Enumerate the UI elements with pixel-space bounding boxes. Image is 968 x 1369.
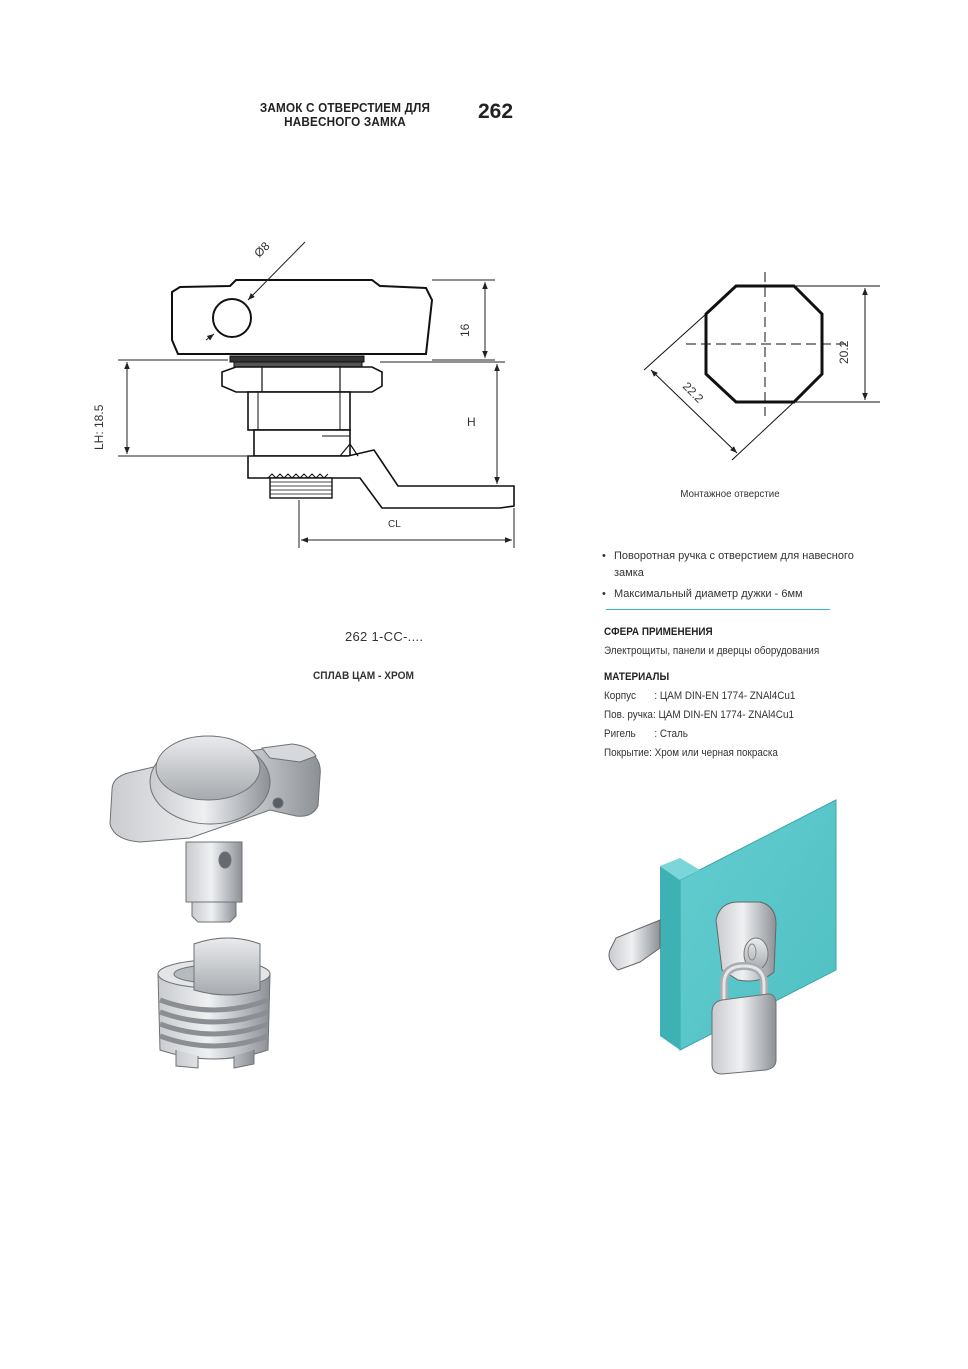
product-number: 262 bbox=[478, 100, 514, 123]
dim-diag-label: 22.2 bbox=[679, 379, 707, 406]
material-row bbox=[604, 690, 795, 702]
application-text: Электрощиты, панели и дверцы оборудования bbox=[604, 645, 820, 657]
dim-hole-label: Ø8 bbox=[251, 239, 273, 261]
dim-16-label: 16 bbox=[458, 323, 472, 337]
mounting-hole-caption: Монтажное отверстие bbox=[680, 488, 780, 500]
lock-exploded-illustration bbox=[110, 736, 320, 1068]
material-value: : Сталь bbox=[654, 728, 688, 740]
material-row bbox=[604, 728, 688, 740]
dim-h-label: H bbox=[467, 415, 476, 429]
title-line-2: НАВЕСНОГО ЗАМКА bbox=[284, 114, 406, 129]
features-list bbox=[602, 548, 862, 607]
mounting-hole-drawing bbox=[644, 272, 880, 460]
title-line-1: ЗАМОК С ОТВЕРСТИЕМ ДЛЯ bbox=[259, 100, 431, 115]
material-key: Ригель bbox=[604, 728, 636, 740]
feature-item bbox=[602, 586, 862, 603]
material-key: Корпус bbox=[604, 690, 636, 702]
section-divider bbox=[606, 609, 830, 610]
panel-illustration bbox=[609, 800, 836, 1074]
dim-lh-label: LH: 18.5 bbox=[92, 404, 106, 450]
feature-item bbox=[602, 548, 862, 582]
dim-cl-label: CL bbox=[388, 519, 401, 530]
dim-width-label: 20.2 bbox=[837, 340, 851, 364]
side-view bbox=[172, 280, 514, 508]
material-row bbox=[604, 747, 778, 759]
material-row bbox=[604, 709, 794, 721]
material-key: Пов. ручка bbox=[604, 709, 653, 721]
materials-heading: МАТЕРИАЛЫ bbox=[604, 671, 670, 683]
material-value: : ЦАМ DIN-EN 1774- ZNAl4Cu1 bbox=[652, 709, 794, 721]
material-key: Покрытие bbox=[604, 747, 650, 759]
material-value: : Хром или черная покраска bbox=[649, 747, 778, 759]
alloy-label: СПЛАВ ЦАМ - ХРОМ bbox=[313, 670, 414, 682]
feature-text: Поворотная ручка с отверстием для навесного замка bbox=[614, 550, 854, 579]
feature-text: Максимальный диаметр дужки - 6мм bbox=[614, 588, 803, 600]
product-code: 262 1-CC-.... bbox=[345, 629, 424, 644]
material-value: : ЦАМ DIN-EN 1774- ZNAl4Cu1 bbox=[654, 690, 796, 702]
application-heading: СФЕРА ПРИМЕНЕНИЯ bbox=[604, 626, 713, 638]
